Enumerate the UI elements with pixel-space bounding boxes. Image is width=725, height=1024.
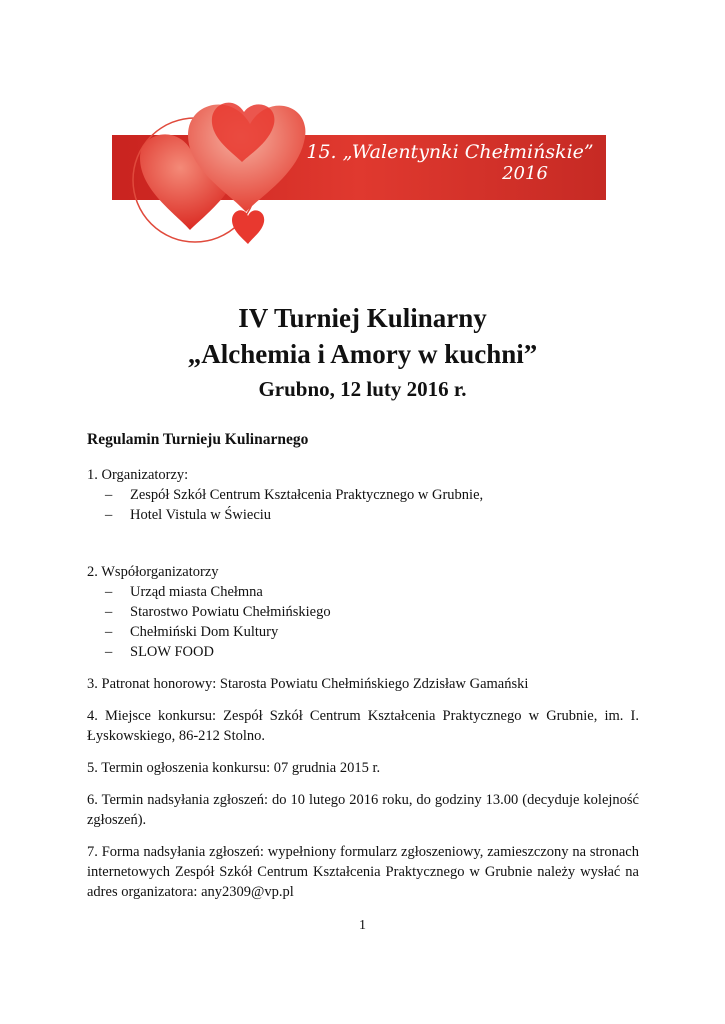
submission-form-text: 7. Forma nadsyłania zgłoszeń: wypełniony formularz zgłoszeniowy, zamieszczony na stronach internetowych Zespół Szkół Centrum Kształcenia Praktycznego w Grubnie należy wysłać na adres organizatora: any2309@vp.pl [87,844,639,900]
document-place-date: Grubno, 12 luty 2016 r. [258,377,467,401]
banner-year: 2016 [502,163,548,184]
regulations-body [87,430,639,914]
event-banner [100,80,620,260]
banner-title: 15. „Walentynki Chełmińskie” [306,141,594,163]
section-submission-deadline [87,790,639,830]
regulations-heading: Regulamin Turnieju Kulinarnego [87,431,309,448]
document-title: IV Turniej Kulinarny [238,303,487,333]
list-item: – SLOW FOOD [105,642,639,662]
list-item: – Urząd miasta Chełmna [105,582,639,602]
section-patronage [87,674,639,694]
patronage-text: 3. Patronat honorowy: Starosta Powiatu Chełmińskiego Zdzisław Gamański [87,676,529,692]
document-subtitle: „Alchemia i Amory w kuchni” [187,339,538,369]
section-organizers-label: 1. Organizatorzy: [87,467,189,483]
section-submission-form [87,842,639,902]
section-co-organizers-label: 2. Współorganizatorzy [87,564,219,580]
page-number: 1 [359,918,366,933]
banner-caption [300,142,600,184]
list-item: – Chełmiński Dom Kultury [105,622,639,642]
list-item: – Zespół Szkół Centrum Kształcenia Praktycznego w Grubnie, [105,485,639,505]
section-announcement-date [87,758,639,778]
co-organizers-list [87,582,639,662]
submission-deadline-text: 6. Termin nadsyłania zgłoszeń: do 10 lutego 2016 roku, do godziny 13.00 (decyduje kolejność zgłoszeń). [87,792,639,828]
venue-text: 4. Miejsce konkursu: Zespół Szkół Centrum Kształcenia Praktycznego w Grubnie, im. I. Łyskowskiego, 86-212 Stolno. [87,708,639,744]
section-venue [87,706,639,746]
announcement-date-text: 5. Termin ogłoszenia konkursu: 07 grudnia 2015 r. [87,760,381,776]
list-item: – Hotel Vistula w Świeciu [105,505,639,525]
section-organizers [87,465,639,525]
list-item: – Starostwo Powiatu Chełmińskiego [105,602,639,622]
organizers-list [87,485,639,525]
section-co-organizers [87,562,639,662]
